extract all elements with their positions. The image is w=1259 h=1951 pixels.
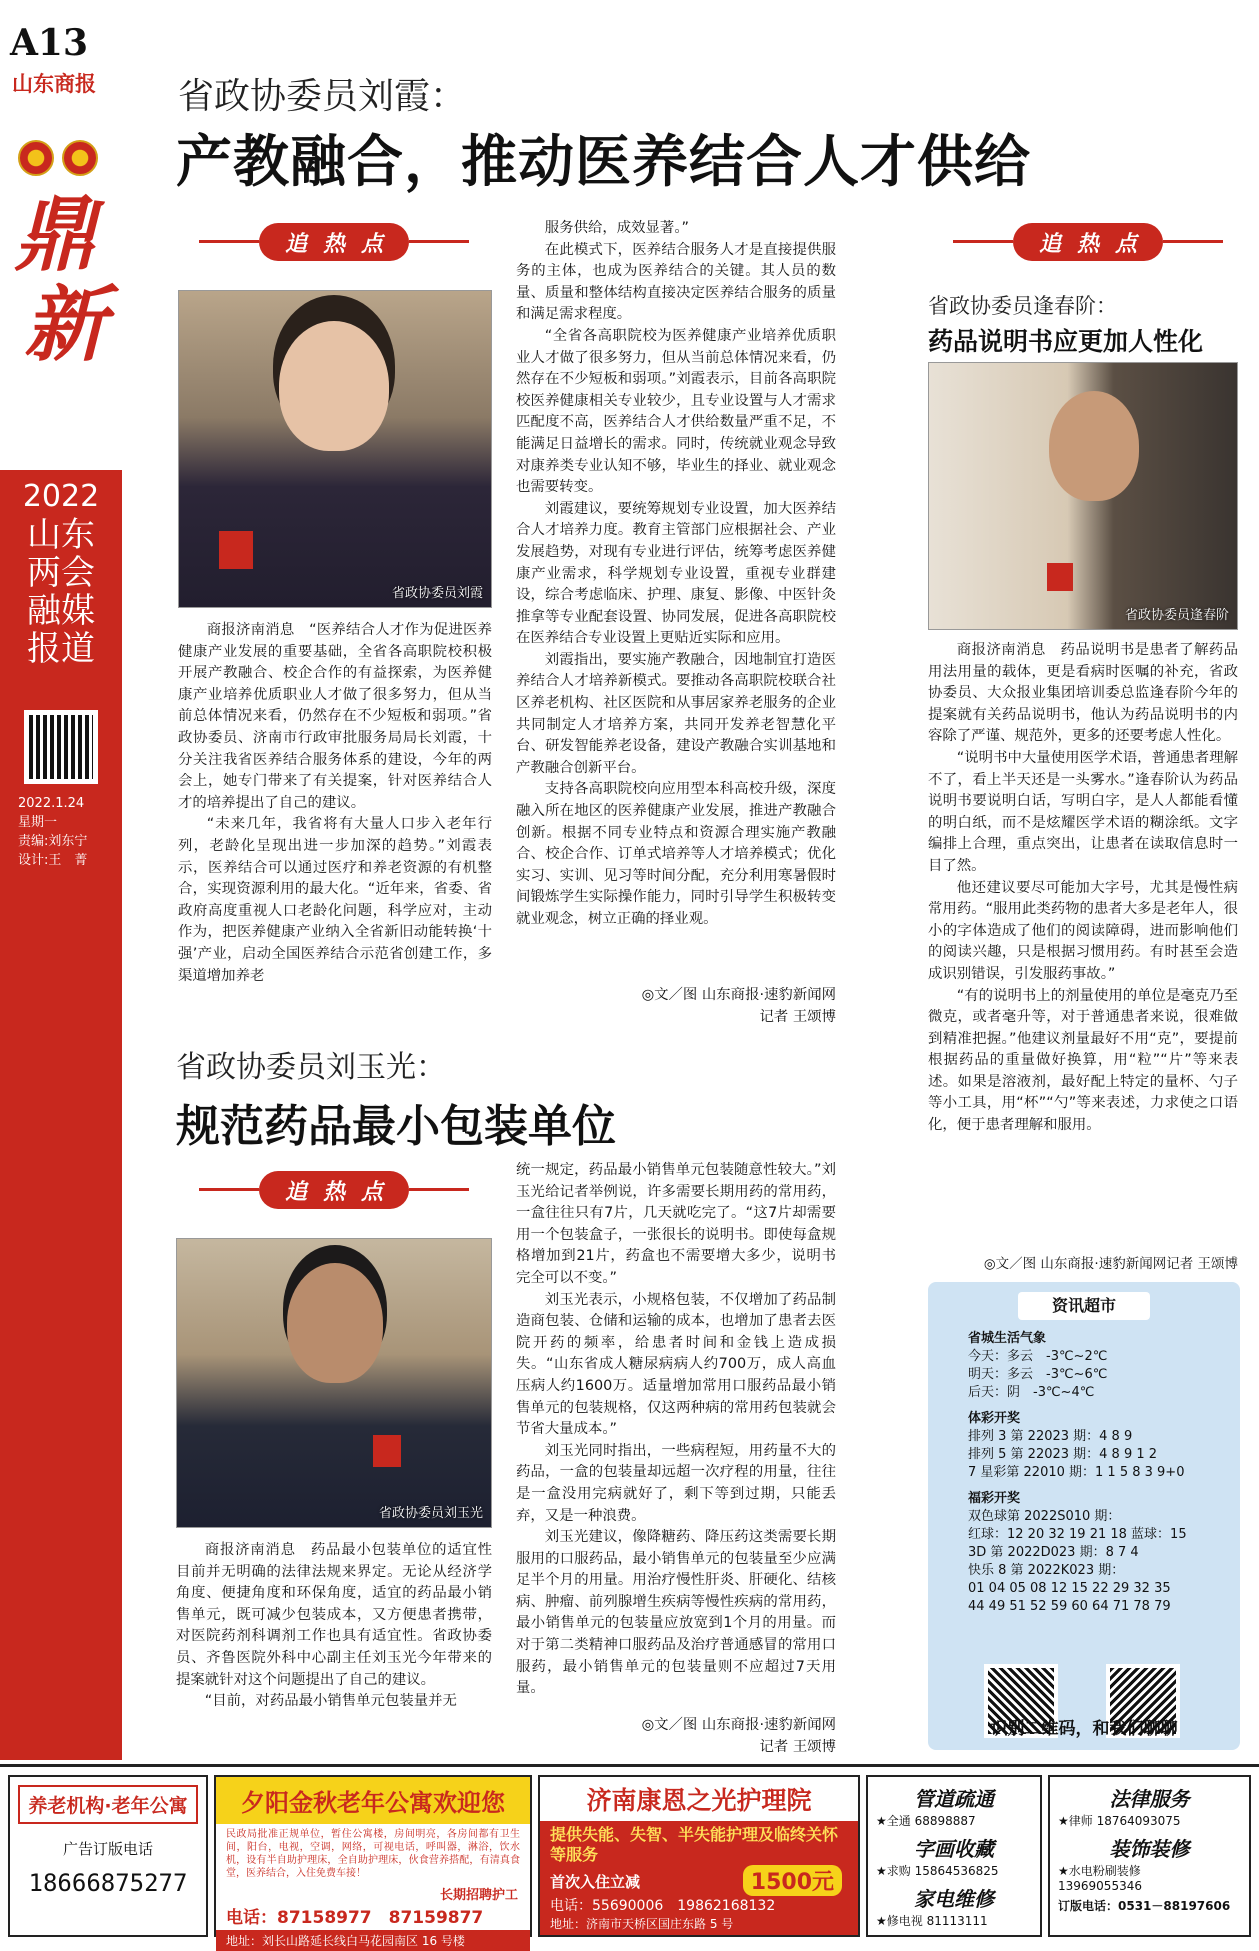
- cppcc-emblem: [18, 140, 54, 176]
- ad-services-listing-1: [866, 1775, 1042, 1937]
- ad-strip-divider: [0, 1764, 1259, 1767]
- editor-credit: 责编:刘东宁: [18, 834, 88, 849]
- story1-byline: ◎文／图 山东商报·速豹新闻网 记者 王颂博: [641, 987, 836, 1025]
- issue-date: 2022.1.24: [18, 796, 85, 811]
- ad2-body: 民政局批准正规单位，暂住公寓楼，房间明亮，各房间都有卫生间，阳台，电视，空调，网络，可视电话，呼叫器，淋浴，饮水机，设有半自助护理床，全自助护理床，伙食营养搭配，有清真食堂，医养结合，入住免费车接！: [226, 1829, 520, 1879]
- welfare-lottery-title: 福彩开奖: [968, 1491, 1021, 1506]
- ad4-line: ★求购 15864536825: [876, 1864, 999, 1878]
- sidebar-qr-code[interactable]: [24, 710, 98, 784]
- hot-tag-1: 追 热 点: [176, 222, 492, 262]
- paragraph: 商报济南消息 “医养结合人才作为促进医养健康产业发展的重要基础，全省各高职院校积极开展产教融合、校企合作的有益探索，为医养健康产业培养优质职业人才做了很多努力，但从当前总体情况来看，仍然存在不少短板和弱项。”省政协委员、济南市行政审批服务局局长刘霞，十分关注我省医养结合服务体系的建设，今年的两会上，她专门带来了有关提案，针对医养结合人才的培养提出了自己的建议。: [178, 622, 492, 811]
- weather-title: 省城生活气象: [968, 1331, 1047, 1346]
- portrait-head: [287, 1263, 383, 1383]
- story3-body: [928, 640, 1238, 1252]
- ad1-subtitle: 广告订版电话: [62, 1840, 153, 1858]
- paragraph: 刘玉光同时指出，一些病程短，用药量不大的药品，一盒的包装量却远超一次疗程的用量，往往是一盒没用完病就好了，剩下等到过期，只能丢弃，又是一种浪费。: [516, 1442, 836, 1524]
- story2-byline: ◎文／图 山东商报·速豹新闻网 记者 王颂博: [641, 1717, 836, 1755]
- portrait-head: [1049, 391, 1139, 501]
- lottery-line: 7 星彩第 22010 期：1 1 5 8 3 9+0: [968, 1465, 1185, 1480]
- paragraph: “未来几年，我省将有大量人口步入老年行列，老龄化呈现出进一步加深的趋势。”刘霞表示，医养结合可以通过医疗和养老资源的有机整合，实现资源利用的最大化。“近年来，省委、省政府高度重视人口老龄化问题，科学应对，主动作为，把医养健康产业纳入全省新旧动能转换‘十强’产业，启动全国医养结合示范省创建工作，多渠道增加养老: [178, 816, 492, 984]
- series-line-2: 两会: [27, 553, 95, 593]
- weather-line: 今天：多云 -3℃~2℃: [968, 1349, 1108, 1364]
- lottery-line: 01 04 05 08 12 15 22 29 32 35: [968, 1581, 1171, 1596]
- series-year: 2022: [22, 479, 100, 514]
- lottery-line: 排列 5 第 22023 期：4 8 9 1 2: [968, 1447, 1158, 1462]
- ad-xiyang-apartment: [214, 1775, 532, 1948]
- qr-caption: 识别二维码，和我们聊聊: [990, 1719, 1178, 1739]
- info-box: [928, 1282, 1240, 1750]
- lottery-line: 3D 第 2022D023 期：8 7 4: [968, 1545, 1139, 1560]
- paragraph: 刘霞指出，要实施产教融合，因地制宜打造医养结合人才培养新模式。要推动各高职院校联合社区养老机构、社区医院和从事居家养老服务的企业共同制定人才培养方案，共同开发养老智慧化平台、研发智能养老设备，建设产教融合实训基地和产教融合创新平台。: [516, 651, 836, 776]
- lottery-line: 红球：12 20 32 19 21 18 蓝球：15: [968, 1527, 1187, 1542]
- ad4-line: ★修电视 81113111: [876, 1914, 988, 1928]
- ad2-title: 夕阳金秋老年公寓欢迎您: [216, 1777, 530, 1824]
- ad-kangen-nursing: [538, 1775, 860, 1937]
- paragraph: 在此模式下，医养结合服务人才是直接提供服务的主体，也成为医养结合的关键。其人员的数量、质量和整体结构直接决定医养结合服务的质量和满足需求程度。: [516, 241, 836, 323]
- paragraph: “有的说明书上的剂量使用的单位是毫克乃至微克，或者毫升等，对于普通患者来说，很难做到精准把握。”他建议剂量最好不用“克”，要提前根据药品的重量做好换算，用“粒”“片”等来表述。如果是溶液剂，最好配上特定的量杯、勺子等小工具，用“杯”“勺”等来表述，力求使之口语化，便于患者理解和服用。: [928, 987, 1238, 1134]
- story2-column-2: [516, 1160, 836, 1714]
- ad4-heading: 字画收藏: [914, 1837, 994, 1861]
- ad1-phone: 18666875277: [28, 1869, 188, 1897]
- delegate-badge: [373, 1435, 401, 1467]
- story3-photo: [928, 362, 1238, 630]
- series-line-3: 融媒: [27, 591, 95, 631]
- series-banner: [0, 470, 122, 1760]
- portrait-head: [279, 321, 389, 451]
- story1-photo: [178, 290, 492, 608]
- ad3-services: 提供失能、失智、半失能护理及临终关怀等服务: [550, 1825, 839, 1864]
- series-line-1: 山东: [27, 515, 95, 555]
- ad3-price: 1500元: [743, 1865, 842, 1896]
- lottery-line: 排列 3 第 22023 期：4 8 9: [968, 1429, 1133, 1444]
- paragraph: “全省各高职院校为医养健康产业培养优质职业人才做了很多努力，但从当前总体情况来看，仍然存在不少短板和弱项。”刘霞表示，目前各高职院校医养健康相关专业较少，且专业设置与人才需求匹配度不高，医养结合人才供给数量严重不足，不能满足日益增长的需求。同时，传统就业观念导致对康养类专业认知不够，毕业生的择业、就业观念也需要转变。: [516, 327, 836, 496]
- paragraph: 刘玉光建议，像降糖药、降压药这类需要长期服用的口服药品，最小销售单元的包装量至少应满足半个月的用量。用治疗慢性肝炎、肝硬化、结核病、肿瘤、前列腺增生疾病等慢性疾病的常用药，最小销售单元的包装量应放宽到1个月的用量。而对于第二类精神口服药品及治疗普通感冒的常用口服药，最小销售单元的包装量则不应超过7天用量。: [516, 1529, 836, 1697]
- weather-line: 后天：阴 -3℃~4℃: [968, 1385, 1095, 1400]
- hot-tag-2: 追 热 点: [176, 1170, 492, 1210]
- weather-line: 明天：多云 -3℃~6℃: [968, 1367, 1108, 1382]
- story1-headline: 产教融合，推动医养结合人才供给: [176, 129, 1031, 195]
- paragraph: 刘霞建议，要统筹规划专业设置，加大医养结合人才培养力度。教育主管部门应根据社会、产业发展趋势，对现有专业进行评估，统筹考虑医养健康产业需求，科学规划专业设置，重视专业群建设，综合考虑临床、护理、康复、影像、中医针灸推拿等专业配套设置、协同发展，促进各高职院校在医养结合专业设置上更贴近实际和应用。: [516, 500, 836, 647]
- ad5-line: ★律师 18764093075: [1058, 1814, 1181, 1828]
- column-title-char-2: 新: [24, 277, 106, 373]
- story3-byline: ◎文／图 山东商报·速豹新闻网记者 王颂博: [983, 1256, 1238, 1272]
- ad5-line: 13969055346: [1058, 1879, 1142, 1893]
- paragraph: 服务供给，成效显著。”: [544, 220, 689, 236]
- story3-headline: 药品说明书应更加人性化: [928, 327, 1204, 356]
- story2-photo-caption: 省政协委员刘玉光: [378, 1506, 483, 1521]
- story1-photo-caption: 省政协委员刘霞: [391, 586, 483, 601]
- paper-name: 山东商报: [12, 72, 96, 96]
- story1-column-1: [178, 620, 492, 1020]
- ad-eldercare-listing: [8, 1775, 208, 1937]
- paragraph: 商报济南消息 药品说明书是患者了解药品用法用量的载体，更是看病时医嘱的补充，省政协委员、大众报业集团培训委总监逢春阶今年的提案就有关药品说明书，他认为药品说明书的内容除了严谨、规范外，更多的还要考虑人性化。: [928, 642, 1238, 745]
- paragraph: 刘玉光表示，小规格包装，不仅增加了药品制造商包装、仓储和运输的成本，也增加了患者去医院开药的频率，给患者时间和金钱上造成损失。“山东省成人糖尿病病人约700万，成人高血压病人约1600万。适量增加常用口服药品最小销售单元的包装规格，仅这两种病的常用药包装就会节省大量成本。”: [516, 1291, 836, 1438]
- ad4-line: ★全通 68898887: [876, 1814, 976, 1828]
- sports-lottery-title: 体彩开奖: [968, 1411, 1021, 1426]
- story2-photo: [176, 1238, 492, 1528]
- story2-headline: 规范药品最小包装单位: [176, 1101, 616, 1152]
- ad5-heading: 装饰装修: [1109, 1837, 1190, 1861]
- series-line-4: 报道: [27, 629, 95, 669]
- ad3-title: 济南康恩之光护理院: [540, 1777, 858, 1821]
- paragraph: 他还建议要尽可能加大字号，尤其是慢性病常用药。“服用此类药物的患者大多是老年人，很小的字体造成了他们的阅读障碍，进而影响他们的阅读兴趣，只是根据习惯用药。有时甚至会造成识别错误，引发服药事故。”: [928, 879, 1238, 982]
- ad3-discount-label: 首次入住立减: [550, 1873, 641, 1891]
- ad4-heading: 管道疏通: [914, 1787, 994, 1811]
- info-title: 资讯超市: [1018, 1292, 1150, 1320]
- ad-services-listing-2: [1048, 1775, 1251, 1937]
- ad1-title: 养老机构·老年公寓: [18, 1785, 198, 1824]
- lottery-line: 44 49 51 52 59 60 64 71 78 79: [968, 1599, 1171, 1614]
- ad5-heading: 法律服务: [1109, 1787, 1190, 1811]
- lottery-line: 双色球第 2022S010 期：: [968, 1509, 1121, 1524]
- ad5-line: ★水电粉刷装修: [1058, 1864, 1141, 1878]
- hot-tag-3: 追 热 点: [930, 222, 1246, 262]
- ad3-phone: 电话：55690006 19862168132: [550, 1898, 776, 1914]
- designer-credit: 设计:王 菁: [18, 853, 88, 868]
- ad2-hiring: 长期招聘护工: [439, 1888, 518, 1903]
- paragraph: “说明书中大量使用医学术语，普通患者理解不了，看上半天还是一头雾水。”逢春阶认为药品说明书要说明白话，写明白字，是人人都能看懂的明白纸，而不是炫耀医学术语的糊涂纸。文字编排上合理，重点突出，让患者在读取信息时一目了然。: [928, 749, 1238, 874]
- paragraph: 商报济南消息 药品最小包装单位的适宜性目前并无明确的法律法规来界定。无论从经济学角度、便捷角度和环保角度，适宜的药品最小销售单元，既可减少包装成本，又方便患者携带，对医院药剂科调剂工作也具有适宜性。省政协委员、齐鲁医院外科中心副主任刘玉光今年带来的提案就针对这个问题提出了自己的建议。: [176, 1542, 492, 1688]
- ad3-address: 地址：济南市天桥区国庄东路 5 号: [550, 1917, 734, 1931]
- page-number: A13: [10, 22, 89, 64]
- story1-kicker: 省政协委员刘霞：: [178, 76, 467, 117]
- story2-column-1: [176, 1540, 492, 1760]
- story1-column-2: [516, 218, 836, 927]
- cpc-emblem: [62, 140, 98, 176]
- issue-weekday: 星期一: [18, 815, 58, 830]
- ad2-phone: 电话：87158977 87159877: [226, 1908, 484, 1928]
- paragraph: 统一规定，药品最小销售单元包装随意性较大。”刘玉光给记者举例说，许多需要长期用药的常用药，一盒往往只有7片，几天就吃完了。“这7片却需要用一个包装盒子，一张很长的说明书。即使每盒规格增加到21片，药盒也不需要增大多少，说明书完全可以不变。”: [516, 1162, 836, 1286]
- ad5-line: 订版电话：0531－88197606: [1058, 1899, 1231, 1913]
- paragraph: “目前，对药品最小销售单元包装量并无: [204, 1693, 457, 1710]
- left-sidebar: [0, 0, 122, 1760]
- delegate-badge: [219, 531, 253, 569]
- delegate-badge: [1047, 563, 1073, 591]
- story2-kicker: 省政协委员刘玉光：: [176, 1050, 446, 1085]
- lottery-line: 快乐 8 第 2022K023 期：: [968, 1563, 1125, 1578]
- story3-photo-caption: 省政协委员逢春阶: [1124, 608, 1229, 623]
- column-title-char-1: 鼎: [14, 187, 96, 283]
- ad4-heading: 家电维修: [914, 1887, 994, 1911]
- story3-kicker: 省政协委员逢春阶：: [928, 294, 1117, 318]
- ad2-address: 地址：刘长山路延长线白马花园南区 16 号楼: [216, 1930, 530, 1951]
- paragraph: 支持各高职院校向应用型本科高校升级，深度融入所在地区的医养健康产业发展，推进产教融合创新。根据不同专业特点和资源合理实施产教融合、校企合作、订单式培养等人才培养模式；优化实习、实训、见习等时间分配，充分利用寒暑假时间锻炼学生实际操作能力，同时引导学生积极转变就业观念，树立正确的择业观。: [516, 781, 836, 927]
